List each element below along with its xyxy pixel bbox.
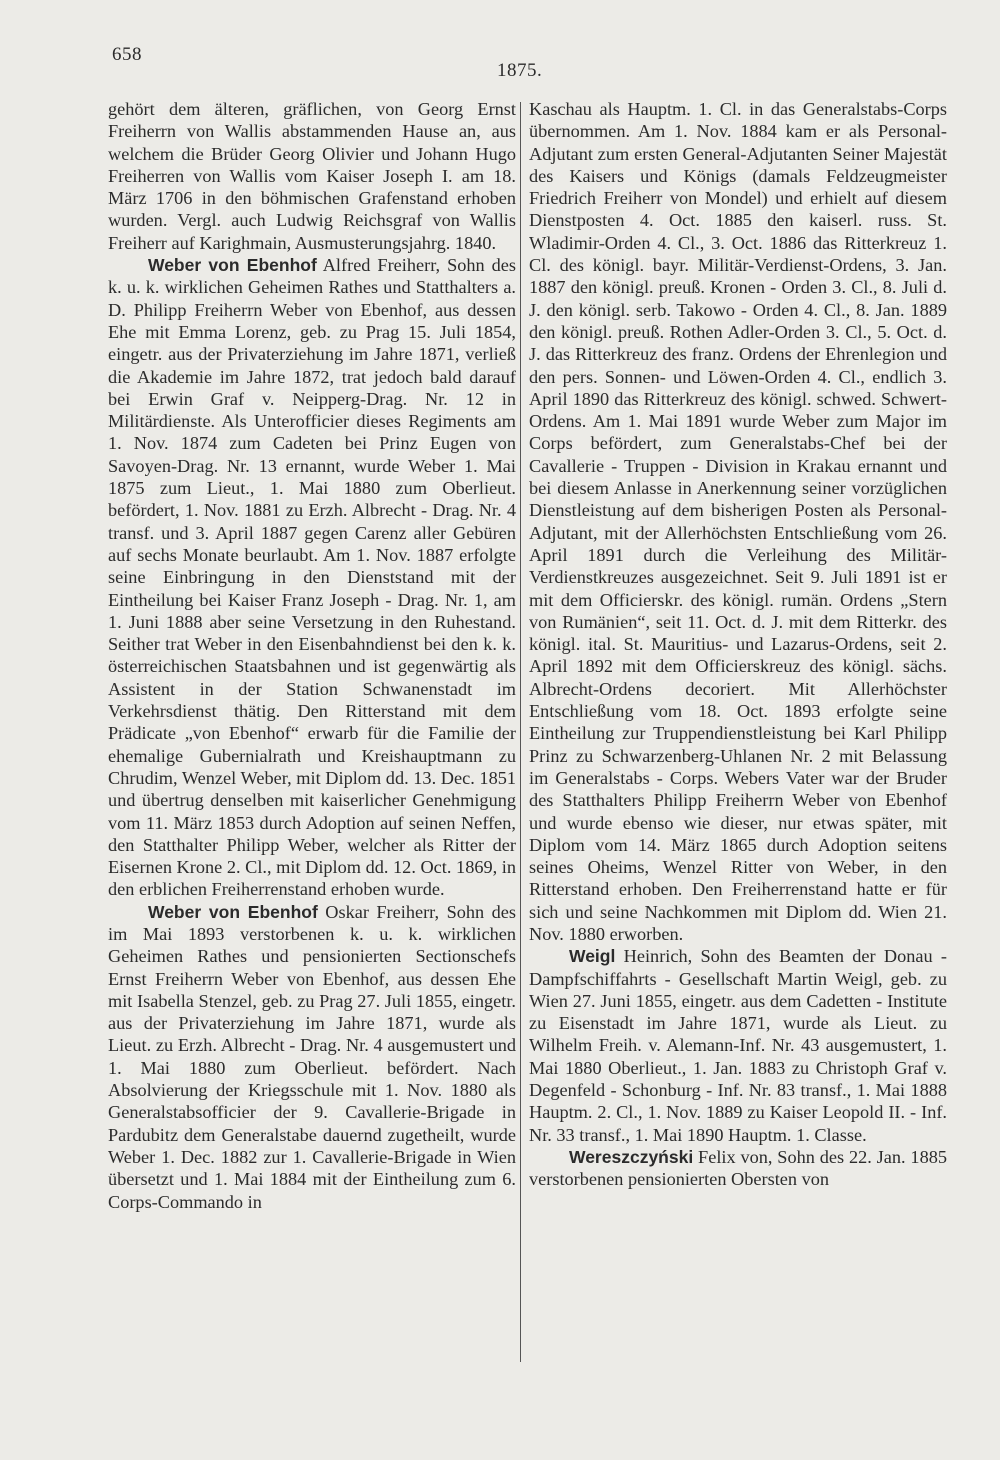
entry-name: Weber von Ebenhof: [148, 255, 317, 276]
entry-text: Alfred Freiherr, Sohn des k. u. k. wirklichen Geheimen Rathes und Statthalters a. D. Philipp Freiherrn Weber von Ebenhof, aus dessen Ehe mit Emma Lorenz, geb. zu Prag 15. Juli 1854, eingetr. aus der Privaterziehung im Jahre 1871, verließ die Akademie im Jahre 1872, trat jedoch bald darauf bei Erwin Graf v. Neipperg-Drag. Nr. 12 in Militärdienste. Als Unterofficier dieses Regiments am 1. Nov. 1874 zum Cadeten bei Prinz Eugen von Savoyen-Drag. Nr. 13 ernannt, wurde Weber 1. Mai 1875 zum Lieut., 1. Mai 1880 zum Oberlieut. befördert, 1. Nov. 1881 zu Erzh. Albrecht - Drag. Nr. 4 transf. und 3. April 1887 gegen Carenz aller Gebüren auf sechs Monate beurlaubt. Am 1. Nov. 1887 erfolgte seine Einbringung in den Dienststand mit der Eintheilung bei Kaiser Franz Joseph - Drag. Nr. 1, am 1. Juni 1888 aber seine Versetzung in den Ruhestand. Seither trat Weber in den Eisenbahndienst bei den k. k. österreichischen Staatsbahnen und ist gegenwärtig als Assistent in der Station Schwanenstadt im Verkehrsdienst thätig. Den Ritterstand mit dem Prädicate „von Ebenhof“ erwarb für die Familie der ehemalige Gubernialrath und Kreishauptmann zu Chrudim, Wenzel Weber, mit Diplom dd. 13. Dec. 1851 und übertrug denselben mit kaiserlicher Genehmigung vom 11. März 1853 durch Adoption auf seinen Neffen, den Statthalter Philipp Weber, welcher als Ritter der Eisernen Krone 2. Cl., mit Diplom dd. 12. Oct. 1869, in den erblichen Freiherrenstand erhoben wurde.: [108, 255, 516, 900]
entry-weber-oskar: [108, 901, 516, 1213]
entry-text: Heinrich, Sohn des Beamten der Donau - Dampfschiffahrts - Gesellschaft Martin Weigl, geb. zu Wien 27. Juni 1855, eingetr. aus dem Cadetten - Institute zu Eisenstadt im Jahre 1871, wurde als Lieut. zu Wilhelm Freih. v. Alemann-Inf. Nr. 43 ausgemustert, 1. Mai 1880 Oberlieut., 1. Jan. 1883 zu Christoph Graf v. Degenfeld - Schonburg - Inf. Nr. 83 transf., 1. Mai 1888 Hauptm. 2. Cl., 1. Nov. 1889 zu Kaiser Leopold II. - Inf. Nr. 33 transf., 1. Mai 1890 Hauptm. 1. Classe.: [529, 946, 947, 1145]
entry-text: Felix von, Sohn des 22. Jan. 1885 verstorbenen pensionierten Obersten von: [529, 1146, 947, 1190]
entry-text: Oskar Freiherr, Sohn des im Mai 1893 verstorbenen k. u. k. wirklichen Geheimen Rathes und pensionierten Sectionschefs Ernst Freiherrn Weber von Ebenhof, aus dessen Ehe mit Isabella Stenzel, geb. zu Prag 27. Juli 1855, eingetr. aus der Privaterziehung im Jahre 1871, wurde als Lieut. zu Erzh. Albrecht - Drag. Nr. 4 ausgemustert und 1. Mai 1880 zum Oberlieut. befördert. Nach Absolvierung der Kriegsschule mit 1. Nov. 1880 als Generalstabsofficier der 9. Cavallerie-Brigade in Pardubitz dem Generalstabe dauernd zugetheilt, wurde Weber 1. Dec. 1882 zur 1. Cavallerie-Brigade in Wien übersetzt und 1. Mai 1884 mit der Eintheilung zum 6. Corps-Commando in: [108, 901, 516, 1212]
entry-weber-alfred: [108, 254, 516, 901]
column-divider: [520, 102, 521, 1362]
entry-name: Weigl: [569, 946, 616, 967]
left-column: [108, 98, 516, 1213]
entry-wereszczynski: [529, 1146, 947, 1191]
entry-name: Wereszczyński: [569, 1146, 694, 1167]
entry-name: Weber von Ebenhof: [148, 901, 318, 922]
right-continuation-text: Kaschau als Hauptm. 1. Cl. in das Generalstabs-Corps übernommen. Am 1. Nov. 1884 kam er als Personal-Adjutant zum ersten General-Adjutanten Seiner Majestät des Kaisers und Königs (damals Feldzeugmeister Friedrich Freiherr von Mondel) und erhielt auf diesem Dienstposten 4. Oct. 1885 den kaiserl. russ. St. Wladimir-Orden 4. Cl., 3. Oct. 1886 das Ritterkreuz 1. Cl. des königl. bayr. Militär-Verdienst-Ordens, 3. Jan. 1887 den königl. preuß. Kronen - Orden 3. Cl., 8. Juli d. J. den königl. serb. Takowo - Orden 4. Cl., 8. Jan. 1889 den königl. preuß. Rothen Adler-Orden 3. Cl., 5. Oct. d. J. das Ritterkreuz des franz. Ordens der Ehrenlegion und den pers. Sonnen- und Löwen-Orden 4. Cl., endlich 3. April 1890 das Ritterkreuz des königl. schwed. Schwert-Ordens. Am 1. Mai 1891 wurde Weber zum Major im Corps befördert, zum Generalstabs-Chef bei der Cavallerie - Truppen - Division in Krakau ernannt und bei diesem Anlasse in Anerkennung seiner vorzüglichen Dienstleistung auf dem bisherigen Posten als Personal-Adjutant, mit der Allerhöchsten Entschließung vom 26. April 1891 durch die Verleihung des Militär-Verdienstkreuzes ausgezeichnet. Seit 9. Juli 1891 ist er mit dem Officierskr. des königl. rumän. Ordens „Stern von Rumänien“, seit 11. Oct. d. J. mit dem Ritterkr. des königl. ital. St. Mauritius- und Lazarus-Ordens, seit 2. April 1892 mit dem Officierskreuz des königl. sächs. Albrecht-Ordens decoriert. Mit Allerhöchster Entschließung vom 18. Oct. 1893 erfolgte seine Eintheilung zur Truppendienstleistung bei Karl Philipp Prinz zu Schwarzenberg-Uhlanen Nr. 2 mit Belassung im Generalstabs - Corps. Webers Vater war der Bruder des Statthalters Philipp Freiherrn Weber von Ebenhof und wurde ebenso wie dieser, nur etwas später, mit Diplom vom 14. März 1865 durch Adoption seitens seines Oheims, Wenzel Ritter von Weber, in den Ritterstand erhoben. Den Freiherrenstand hatte er für sich und seine Nachkommen mit Diplom dd. Wien 21. Nov. 1880 erworben.: [529, 99, 947, 944]
right-column: [529, 98, 947, 1191]
page-year: 1875.: [497, 60, 543, 81]
left-continuation-text: gehört dem älteren, gräflichen, von Georg Ernst Freiherrn von Wallis abstammenden Hause an, aus welchem die Brüder Georg Olivier und Johann Hugo Freiherren von Wallis vom Kaiser Joseph I. am 18. März 1706 in den böhmischen Grafenstand erhoben wurden. Vergl. auch Ludwig Reichsgraf von Wallis Freiherr auf Karighmain, Ausmusterungsjahrg. 1840.: [108, 99, 516, 253]
page-number: 658: [112, 44, 142, 65]
entry-weigl: [529, 945, 947, 1146]
